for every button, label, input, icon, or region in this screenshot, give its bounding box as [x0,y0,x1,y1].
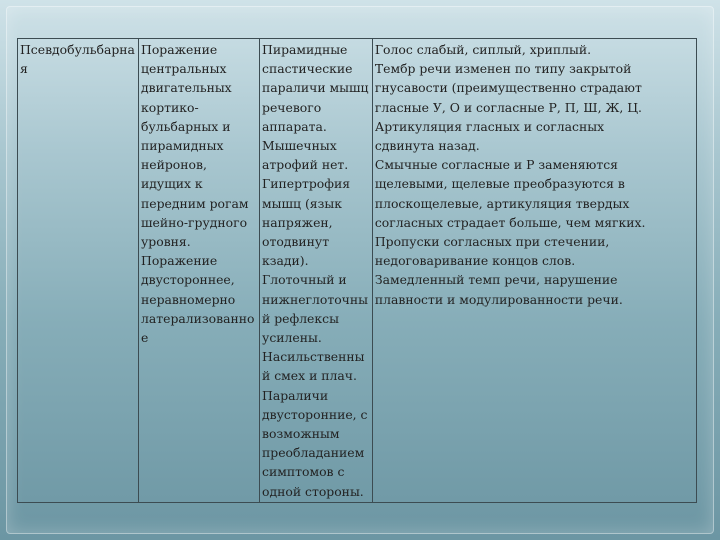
cell-line: передним рогам [141,195,249,211]
cell-line: аппарата. [262,118,327,134]
cell-line: Замедленный темп речи, нарушение [374,272,618,288]
cell-line: Насильственны [262,349,365,365]
cell-line: кзади). [262,253,309,269]
cell-line: спастические [262,61,353,77]
cell-line: пирамидных [141,138,224,154]
cell-line: Смычные согласные и Р заменяются [374,157,618,173]
cell-line: Пирамидные [262,42,348,57]
cell-line: Глоточный и [262,272,347,288]
form-cell [18,39,139,503]
cell-line: Параличи [262,387,329,403]
cell-line: двустороннее, [141,272,235,288]
cell-line: й рефлексы [262,310,339,326]
cell-line: нижнеглоточны [262,291,368,307]
cell-line: напряжен, [262,214,333,230]
symptoms-cell [260,39,373,503]
cell-line: двусторонние, с [262,406,368,422]
cell-line: плоскощелевые, артикуляция твердых [374,195,630,211]
cell-line: щелевыми, щелевые преобразуются в [374,176,625,192]
cell-line: бульбарных и [141,118,231,134]
speech-features-cell [372,39,696,503]
cell-line: недоговаривание концов слов. [374,253,576,269]
cell-line: уровня. [141,234,191,250]
cell-line: е [141,330,149,346]
cell-line: двигательных [141,80,232,96]
cell-line: Голос слабый, сиплый, хриплый. [374,42,592,57]
cell-line: атрофий нет. [262,157,349,173]
cell-line: Пропуски согласных при стечении, [374,234,610,250]
cell-line: симптомов с [262,464,345,480]
cell-line: отодвинут [262,234,330,250]
cell-line: й смех и плач. [262,368,357,384]
cell-line: гнусавости (преимущественно страдают [374,80,642,96]
cell-line: Артикуляция гласных и согласных [374,118,605,134]
cell-line: речевого [262,99,322,115]
cell-line: возможным [262,426,340,442]
lesion-cell [139,39,260,503]
cell-line: гласные У, О и согласные Р, П, Ш, Ж, Ц. [374,99,642,115]
cell-line: одной стороны. [262,483,364,499]
cell-line: центральных [141,61,227,77]
cell-line: Тембр речи изменен по типу закрытой [374,61,632,77]
dysarthria-table [17,38,697,503]
cell-line: шейно-грудного [141,214,248,230]
cell-line: кортико- [141,99,199,115]
cell-line: преобладанием [262,445,365,461]
cell-line: Мышечных [262,138,337,154]
cell-line: латерализованно [141,310,255,326]
cell-line: Псевдобульбарна [20,42,135,57]
cell-line: плавности и модулированности речи. [374,291,623,307]
cell-line: идущих к [141,176,203,192]
table-row [18,39,697,503]
cell-line: я [20,61,28,77]
cell-line: Гипертрофия [262,176,351,192]
cell-line: Поражение [141,42,218,57]
cell-line: параличи мышц [262,80,369,96]
cell-line: сдвинута назад. [374,138,480,154]
cell-line: нейронов, [141,157,207,173]
cell-line: мышц (язык [262,195,342,211]
cell-line: Поражение [141,253,218,269]
cell-line: согласных страдает больше, чем мягких. [374,214,646,230]
cell-line: усилены. [262,330,322,346]
cell-line: неравномерно [141,291,236,307]
